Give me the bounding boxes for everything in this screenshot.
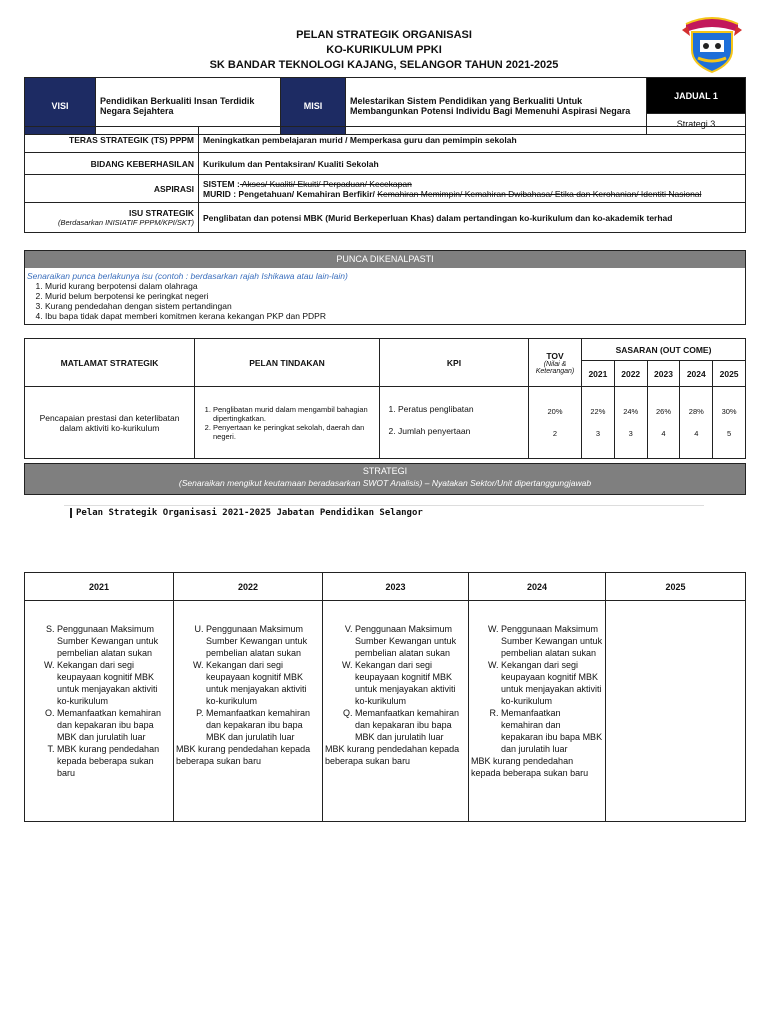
year-plan-header: 2021 [25, 573, 174, 601]
sasaran-header: SASARAN (OUT COME) [582, 339, 746, 361]
punca-list [25, 281, 745, 324]
aspirasi-murid: MURID : Pengetahuan/ Kemahiran Berfikir/ Kemahiran Memimpin/ Kemahiran Dwibahasa/ Etika dan Kerohanian/ Identiti Nasional [203, 188, 702, 199]
year-header: 2023 [647, 361, 680, 387]
isu-value: Penglibatan dan potensi MBK (Murid Berkeperluan Khas) dalam pertandingan ko-kurikulum dan ko-akademik terhad [199, 203, 746, 233]
footer-divider [64, 505, 704, 506]
year-plan-2025 [606, 601, 746, 822]
misi-text: Melestarikan Sistem Pendidikan yang Berkualiti Untuk Membangunkan Potensi Individu Bagi Memenuhi Aspirasi Negara [346, 78, 647, 135]
header-line-1: PELAN STRATEGIK ORGANISASI [296, 29, 472, 41]
strategi-banner [24, 463, 746, 495]
matlamat-header: MATLAMAT STRATEGIK [25, 339, 195, 387]
year-header: 2021 [582, 361, 615, 387]
school-crest-logo [680, 10, 744, 74]
target-2024: 28% 4 [680, 387, 713, 459]
visi-text: Pendidikan Berkualiti Insan Terdidik Negara Sejahtera [96, 78, 281, 135]
kpi-header: KPI [380, 339, 529, 387]
footer-text: Pelan Strategik Organisasi 2021-2025 Jabatan Pendidikan Selangor [70, 508, 423, 518]
year-plan-2021: S. Penggunaan Maksimum Sumber Kewangan untuk pembelian alatan sukan W. Kekangan dari segi keupayaan kognitif MBK untuk menjayakan aktiviti ko-kurikulum O. Memanfaatkan kemahiran dan kepakaran ibu bapa MBK dan jurulatih luar T. MBK kurang pendedahan kepada beberapa sukan baru [25, 601, 174, 822]
tov-values: 20% 2 [529, 387, 582, 459]
tov-header: TOV (Nilai & Keterangan) [529, 339, 582, 387]
year-plan-2023: V. Penggunaan Maksimum Sumber Kewangan untuk pembelian alatan sukan W. Kekangan dari segi keupayaan kognitif MBK untuk menjayakan aktiviti ko-kurikulum Q. Memanfaatkan kemahiran dan kepakaran ibu bapa MBK dan jurulatih luar MBK kurang pendedahan kepada beberapa sukan baru [323, 601, 469, 822]
year-plan-table [24, 572, 746, 822]
aspirasi-sistem: SISTEM : Akses/ Kualiti/ Ekuiti/ Perpaduan/ Kecekapan [203, 178, 412, 189]
teras-label: TERAS STRATEGIK (TS) PPPM [25, 127, 199, 153]
header-line-3: SK BANDAR TEKNOLOGI KAJANG, SELANGOR TAHUN 2021-2025 [209, 59, 559, 71]
list-item: 4. Ibu bapa tidak dapat memberi komitmen kerana kekangan PKP dan PDPR [45, 311, 745, 321]
target-2025: 30% 5 [713, 387, 746, 459]
footer [70, 508, 423, 518]
year-header: 2025 [713, 361, 746, 387]
year-header: 2024 [680, 361, 713, 387]
bidang-label: BIDANG KEBERHASILAN [25, 153, 199, 175]
teras-value: Meningkatkan pembelajaran murid / Memperkasa guru dan pemimpin sekolah [199, 127, 746, 153]
list-item: 3. Kurang pendedahan dengan sistem pertandingan [45, 301, 745, 311]
punca-hint: Senaraikan punca berlakunya isu (contoh : berdasarkan rajah Ishikawa atau lain-lain) [27, 271, 348, 281]
matlamat-table [24, 338, 746, 459]
matlamat-text: Pencapaian prestasi dan keterlibatan dalam aktiviti ko-kurikulum [25, 387, 195, 459]
teras-table [24, 126, 746, 233]
year-plan-header: 2025 [606, 573, 746, 601]
target-2021: 22% 3 [582, 387, 615, 459]
isu-label: ISU STRATEGIK (Berdasarkan INISIATIF PPPM/KPI/SKT) [25, 203, 199, 233]
year-plan-2024: W. Penggunaan Maksimum Sumber Kewangan untuk pembelian alatan sukan W. Kekangan dari segi keupayaan kognitif MBK untuk menjayakan aktiviti ko-kurikulum R. Memanfaatkan kemahiran dan kepakaran ibu bapa MBK dan jurulatih luar MBK kurang pendedahan kepada beberapa sukan baru [469, 601, 606, 822]
punca-section [24, 250, 746, 325]
jadual-value: Strategi 3 [647, 114, 746, 135]
aspirasi-value [199, 175, 746, 203]
punca-title: PUNCA DIKENALPASTI [25, 251, 745, 268]
jadual-label: JADUAL 1 [647, 78, 746, 114]
document-header [0, 28, 768, 73]
strategi-title: STRATEGI [362, 466, 408, 476]
list-item: 2. Murid belum berpotensi ke peringkat negeri [45, 291, 745, 301]
misi-label: MISI [281, 78, 346, 135]
year-plan-header: 2022 [174, 573, 323, 601]
year-plan-2022: U. Penggunaan Maksimum Sumber Kewangan untuk pembelian alatan sukan W. Kekangan dari segi keupayaan kognitif MBK untuk menjayakan aktiviti ko-kurikulum P. Memanfaatkan kemahiran dan kepakaran ibu bapa MBK dan jurulatih luar MBK kurang pendedahan kepada beberapa sukan baru [174, 601, 323, 822]
list-item: 1. Murid kurang berpotensi dalam olahraga [45, 281, 745, 291]
target-2022: 24% 3 [614, 387, 647, 459]
kpi-list: 1. Peratus penglibatan 2. Jumlah penyertaan [380, 387, 529, 459]
year-plan-header: 2023 [323, 573, 469, 601]
strategi-subtitle: (Senaraikan mengikut keutamaan beradasarkan SWOT Analisis) – Nyatakan Sektor/Unit dipertanggungjawab [178, 478, 592, 488]
year-plan-header: 2024 [469, 573, 606, 601]
target-2023: 26% 4 [647, 387, 680, 459]
bidang-value: Kurikulum dan Pentaksiran/ Kualiti Sekolah [199, 153, 746, 175]
header-line-2: KO-KURIKULUM PPKI [326, 44, 442, 56]
year-header: 2022 [614, 361, 647, 387]
aspirasi-label: ASPIRASI [25, 175, 199, 203]
visi-label: VISI [25, 78, 96, 135]
pelan-header: PELAN TINDAKAN [195, 339, 380, 387]
pelan-text: 1. Penglibatan murid dalam mengambil bahagian dipertingkatkan. 2. Penyertaan ke peringkat sekolah, daerah dan negeri. [195, 387, 380, 459]
